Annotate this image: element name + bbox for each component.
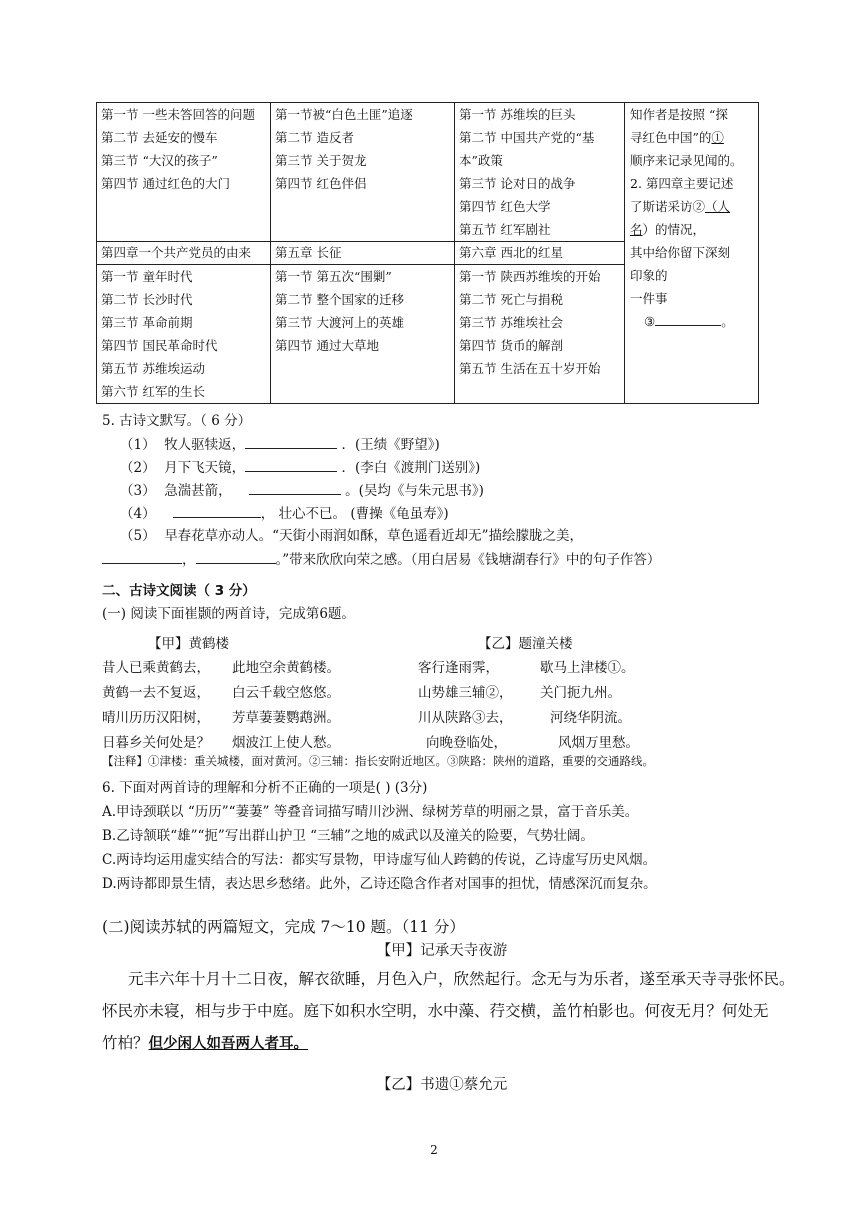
option-b: B.乙诗颔联“雄”“扼”写出群山护卫 “三辅”之地的威武以及潼关的险要，气势壮阔。 xyxy=(102,828,594,844)
subsection-title: (一) 阅读下面崔颢的两首诗，完成第6题。 xyxy=(102,606,355,622)
page-number: 2 xyxy=(430,1143,438,1157)
dictation-item: （1） 牧人驱犊返， ．(王绩《野望》) xyxy=(102,433,772,456)
answer-blank[interactable] xyxy=(245,456,337,472)
poem-line: 客行逢雨霁， 歇马上津楼①。 xyxy=(418,660,635,676)
answer-blank[interactable] xyxy=(655,311,721,326)
answer-blank[interactable] xyxy=(173,502,261,518)
table-cell: 第一节 一些未答回答的问题 第二节 去延安的慢车 第三节 “大汉的孩子” 第四节 通过红色的大门 xyxy=(97,103,271,242)
poem-title-a: 【甲】黄鹤楼 xyxy=(148,636,229,652)
chapter-heading: 第六章 西北的红星 xyxy=(455,242,625,265)
answer-blank[interactable] xyxy=(245,433,337,449)
dictation-item: （2） 月下飞天镜， ．(李白《渡荆门送别》) xyxy=(102,456,772,479)
table-cell: 第一节 苏维埃的巨头 第二节 中国共产党的“基 本”政策 第三节 论对日的战争 第四节 红色大学 第五节 红军剧社 xyxy=(455,103,625,242)
question-6 xyxy=(102,776,657,896)
table-cell: 第一节 童年时代 第二节 长沙时代 第三节 革命前期 第四节 国民革命时代 第五节 苏维埃运动 第六节 红军的生长 xyxy=(97,265,271,404)
section-title: 二、古诗文阅读（ 3 分） xyxy=(102,583,256,599)
answer-blank[interactable] xyxy=(102,548,182,564)
prose-a-title: 【甲】记承天寺夜游 xyxy=(376,943,508,959)
prose-a: 元丰六年十月十二日夜，解衣欲睡，月色入户，欣然起行。念无与为乐者，遂至承天寺寻张怀民。 怀民亦未寝，相与步于中庭。庭下如积水空明，水中藻、荇交横，盖竹柏影也。何夜无月？何处无 竹柏？但少闲人如吾两人者耳。 xyxy=(102,970,795,1052)
dictation-item: （5） 早春花草亦动人。“天街小雨润如酥，草色遥看近却无”描绘朦胧之美， xyxy=(120,528,583,544)
poem-a xyxy=(102,656,340,756)
poem-line: 山势雄三辅②， 关门扼九州。 xyxy=(418,685,621,701)
poem-line: 黄鹤一去不复返， 白云千载空悠悠。 xyxy=(102,685,340,701)
answer-blank[interactable] xyxy=(196,548,276,564)
dictation-item: （3） 急湍甚箭， 。(吴均《与朱元思书》) xyxy=(102,479,772,502)
table-cell: 第一节 陕西苏维埃的开始 第二节 死亡与捐税 第三节 苏维埃社会 第四节 货币的解剖 第五节 生活在五十岁开始 xyxy=(455,265,625,404)
table-cell: 第一节 第五次“围剿” 第二节 整个国家的迁移 第三节 大渡河上的英雄 第四节 通过大草地 xyxy=(271,265,455,404)
classical-section xyxy=(102,580,772,626)
dictation-item: （4） ， 壮心不已。 (曹操《龟虽寿》) xyxy=(102,502,772,525)
question-title: 6. 下面对两首诗的理解和分析不正确的一项是( ) (3分) xyxy=(102,780,428,796)
question-side-cell: 知作者是按照 “探 寻红色中国”的① 顺序来记录见闻的。 2. 第四章主要记述 了斯诺采访②（人 名）的情况， 其中给你留下深刻 印象的 一件事 ③ 。 xyxy=(625,103,759,404)
prose-b-title: 【乙】书遗①蔡允元 xyxy=(376,1077,508,1093)
chapter-table xyxy=(96,102,759,404)
emphasized-sentence: 但少闲人如吾两人者耳。 xyxy=(148,1036,309,1052)
prose-section xyxy=(102,915,795,1097)
option-c: C.两诗均运用虚实结合的写法：都实写景物，甲诗虚写仙人跨鹤的传说，乙诗虚写历史风烟。 xyxy=(102,852,657,868)
poem-line: 晴川历历汉阳树， 芳草萋萋鹦鹉洲。 xyxy=(102,710,340,726)
poem-title-b: 【乙】题潼关楼 xyxy=(478,636,573,652)
poem-line: 川从陕路③去， 河绕华阴流。 xyxy=(418,710,631,726)
table-row xyxy=(97,103,759,242)
question-title: 5. 古诗文默写。（ 6 分） xyxy=(102,413,252,429)
chapter-heading: 第五章 长征 xyxy=(271,242,455,265)
poem-line: 日暮乡关何处是？ 烟波江上使人愁。 xyxy=(102,735,340,751)
poem-line: 向晚登临处， 风烟万里愁。 xyxy=(426,735,639,751)
poem-b xyxy=(418,656,639,756)
table-cell: 第一节被“白色土匪”追逐 第二节 造反者 第三节 关于贺龙 第四节 红色伴侣 xyxy=(271,103,455,242)
answer-blank[interactable] xyxy=(249,479,341,495)
question-5 xyxy=(102,410,772,571)
option-d: D.两诗都即景生情，表达思乡愁绪。此外，乙诗还隐含作者对国事的担忧，情感深沉而复杂。 xyxy=(102,876,657,892)
dictation-item: ， 。”带来欣欣向荣之感。（用白居易《钱塘湖春行》中的句子作答） xyxy=(102,548,772,571)
subsection-title: (二)阅读苏轼的两篇短文，完成 7～10 题。（11 分） xyxy=(102,918,465,936)
poem-line: 昔人已乘黄鹤去， 此地空余黄鹤楼。 xyxy=(102,660,340,676)
chapter-heading: 第四章一个共产党员的由来 xyxy=(97,242,271,265)
annotation-note: 【注释】①津楼：重关城楼，面对黄河。②三辅：指长安附近地区。③陕路：陕州的道路，重要的交通路线。 xyxy=(102,754,654,768)
option-a: A.甲诗颈联以 “历历”“萋萋” 等叠音词描写晴川沙洲、绿树芳草的明丽之景，富于音乐美。 xyxy=(102,804,639,820)
